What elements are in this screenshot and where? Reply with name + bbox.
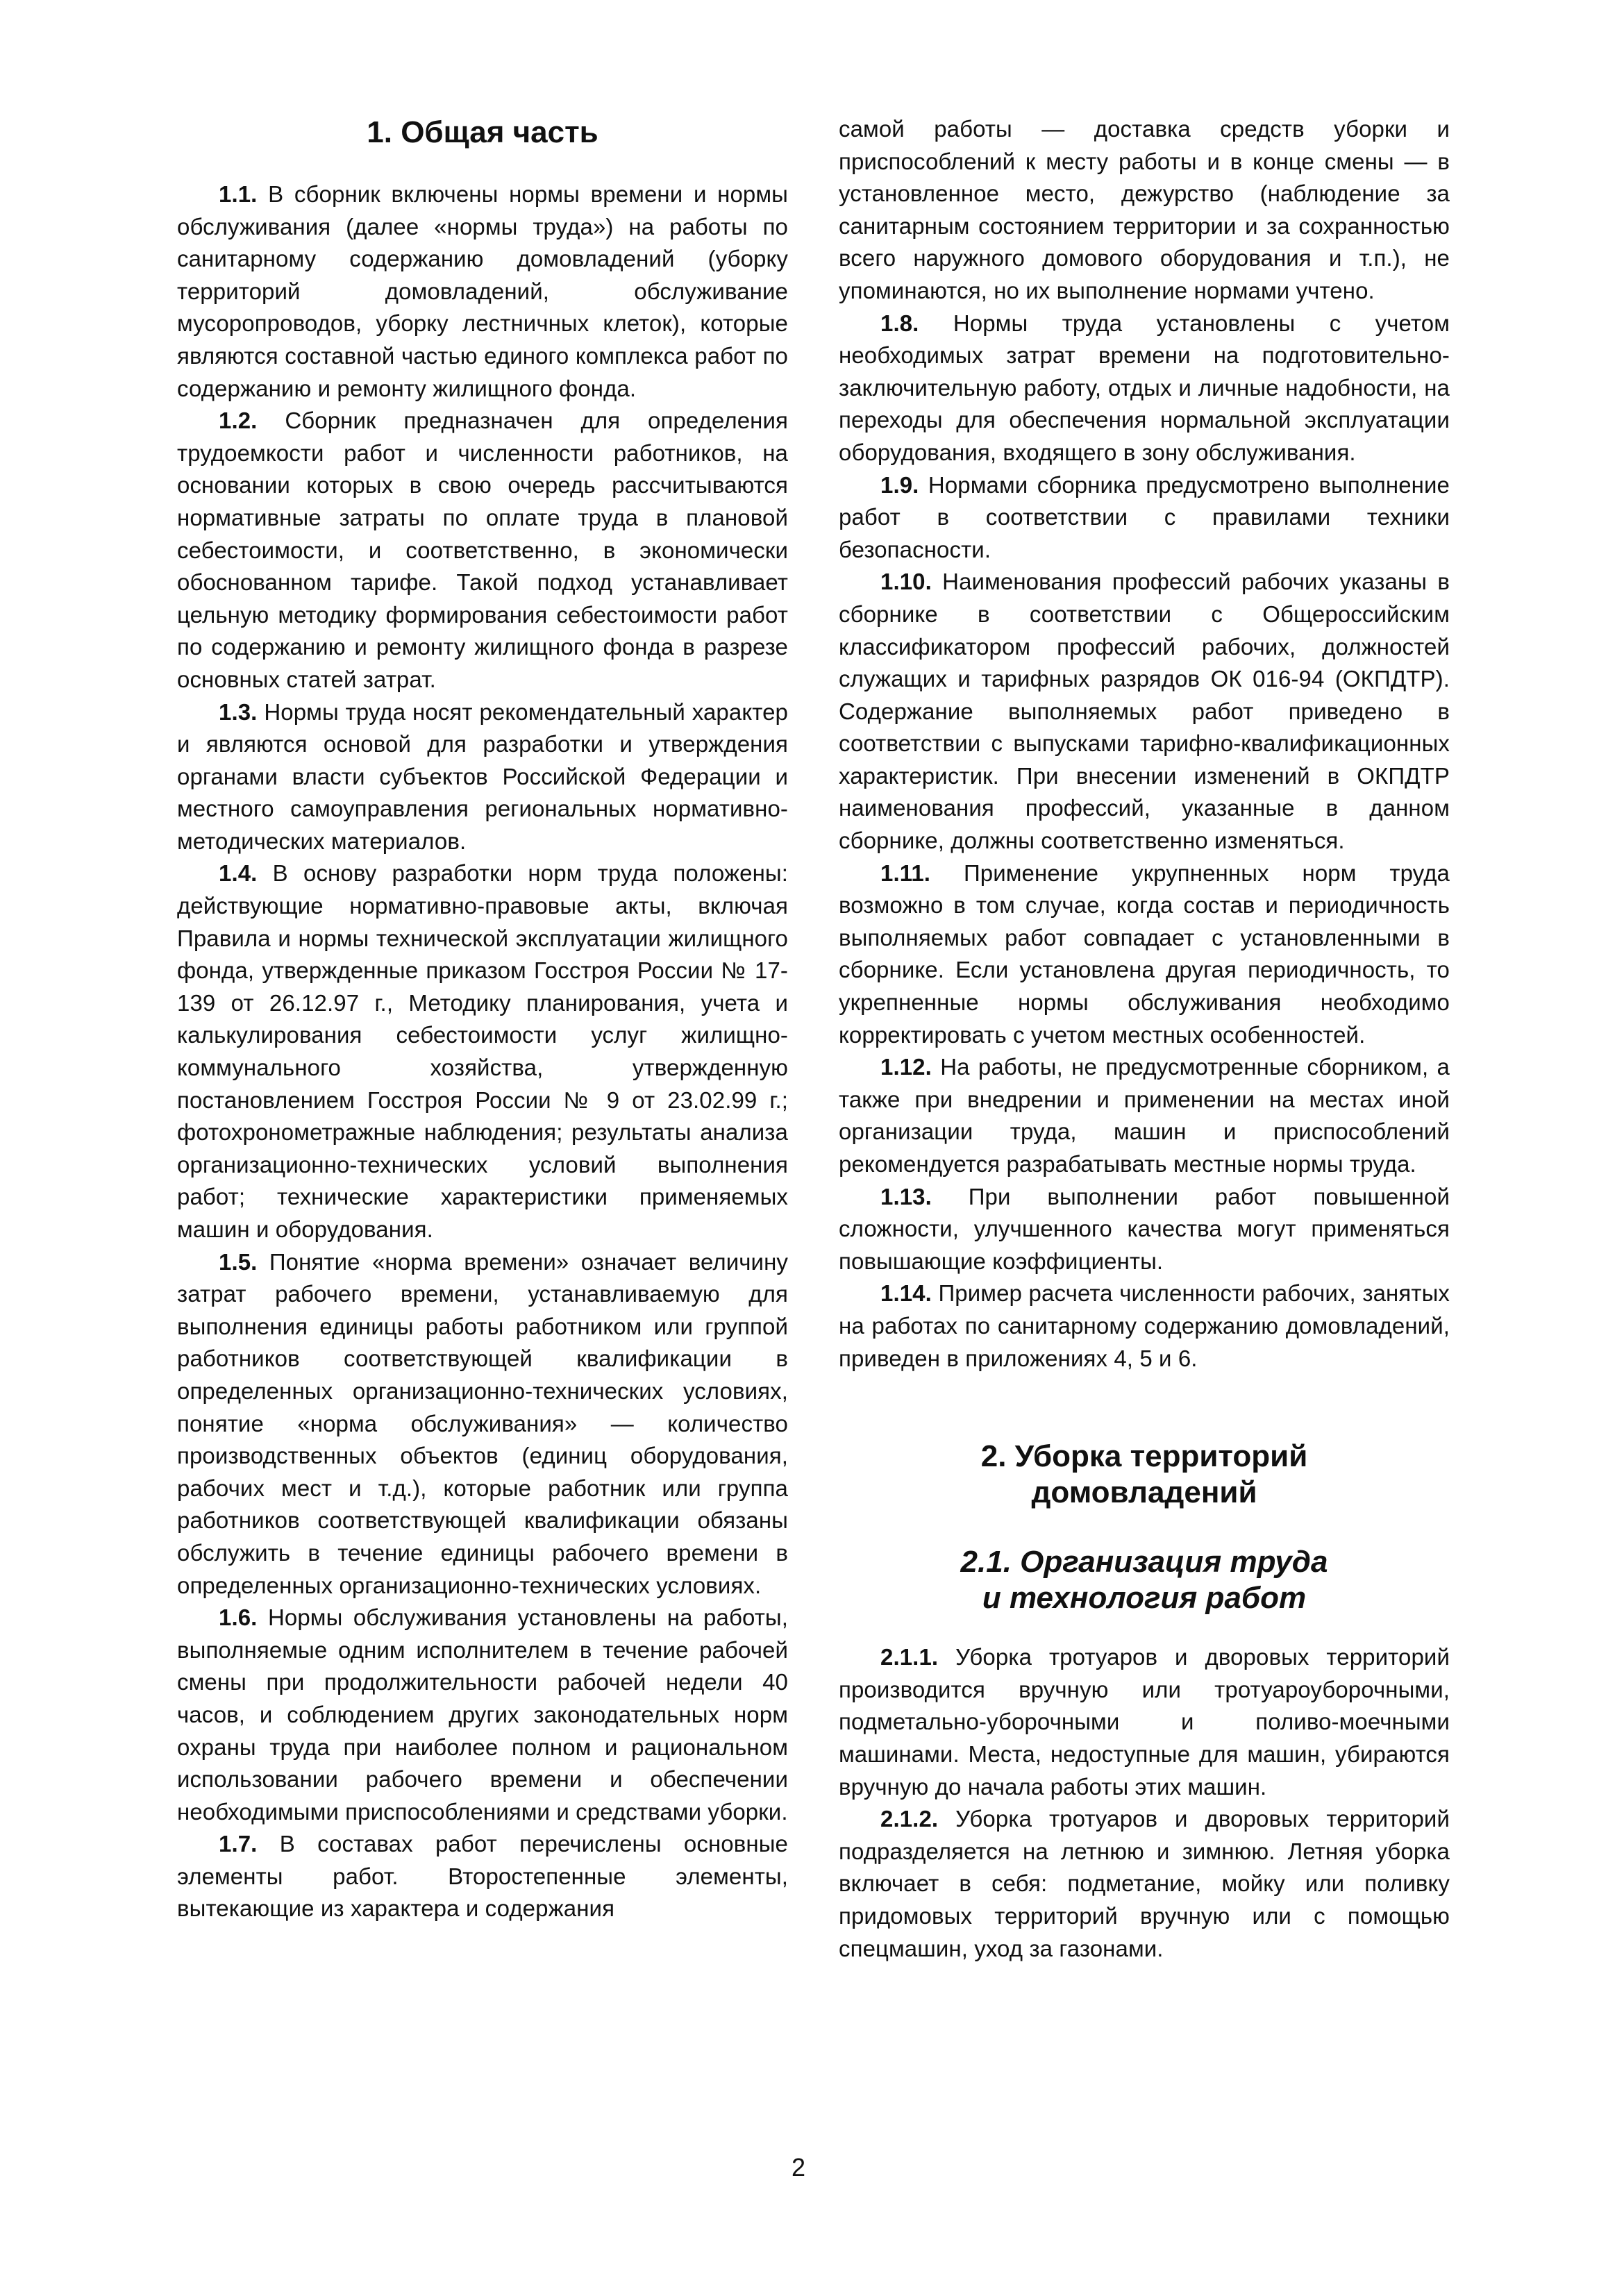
paragraph-number: 1.2.: [219, 408, 258, 434]
paragraph-number: 1.12.: [880, 1054, 932, 1080]
subsection-title-line-2: и технология работ: [982, 1581, 1307, 1616]
paragraph-1-12: [839, 1051, 1450, 1180]
paragraph-1-13: [839, 1181, 1450, 1278]
paragraph-1-10: [839, 566, 1450, 857]
paragraph-number: 1.10.: [880, 569, 932, 595]
paragraph-1-6: [177, 1602, 788, 1828]
section-2-title-line-2: домовладений: [1031, 1475, 1257, 1510]
paragraph-number: 1.9.: [880, 471, 919, 498]
paragraph-1-4: [177, 857, 788, 1246]
paragraph-2-1-1: [839, 1641, 1450, 1803]
paragraph-1-5: [177, 1246, 788, 1602]
paragraph-text: В составах работ перечислены основные элементы работ. Второстепенные элементы, вытекающие из характера и содержания: [177, 1831, 788, 1922]
paragraph-number: 1.11.: [880, 860, 931, 886]
paragraph-text: На работы, не предусмотренные сборником, а также при внедрении и применении на местах иной организации труда, машин и приспособлений рекомендуется разрабатывать местные нормы труда.: [839, 1054, 1450, 1177]
paragraph-number: 1.7.: [219, 1831, 258, 1857]
subsection-2-1-title: [839, 1544, 1450, 1616]
section-2-title: [839, 1439, 1450, 1511]
paragraph-1-3: [177, 696, 788, 858]
paragraph-text: Нормы обслуживания установлены на работы, выполняемые одним исполнителем в течение рабочей смены при продолжительности рабочей недели 40 часов, и соблюдением других законодательных норм охраны труда при наиболее полном и рациональном использовании рабочего времени и обеспечении необходимыми приспособлениями и средствами уборки.: [177, 1604, 788, 1825]
paragraph-text: При выполнении работ повышенной сложности, улучшенного качества могут применяться повышающие коэффициенты.: [839, 1183, 1450, 1274]
paragraph-text: Нормы труда установлены с учетом необходимых затрат времени на подготовительно-заключительную работу, отдых и личные надобности, на переходы для обеспечения нормальной эксплуатации оборудования, входящего в зону обслуживания.: [839, 310, 1450, 465]
paragraph-text: Понятие «норма времени» означает величину затрат рабочего времени, устанавливаемую для выполнения единицы работы работником или группой работников соответствующей квалификации в определенных организационно-технических условиях, понятие «норма обслуживания» — количество производственных объектов (единиц оборудования, рабочих мест и т.д.), которые работник или группа работников соответствующей квалификации обязаны обслужить в течение единицы рабочего времени в определенных организационно-технических условиях.: [177, 1248, 788, 1598]
paragraph-number: 1.6.: [219, 1604, 258, 1631]
paragraph-text: В основу разработки норм труда положены: действующие нормативно-правовые акты, включая Правила и нормы технической эксплуатации жилищного фонда, утвержденные приказом Госстроя России № 17-139 от 26.12.97 г., Методику планирования, учета и калькулирования себестоимости услуг жилищно-коммунального хозяйства, утвержденную постановлением Госстроя России № 9 от 23.02.99 г.; фотохронометражные наблюдения; результаты анализа организационно-технических условий выполнения работ; технические характеристики применяемых машин и оборудования.: [177, 860, 788, 1242]
paragraph-2-1-2: [839, 1803, 1450, 1965]
paragraph-1-7-continuation: самой работы — доставка средств уборки и приспособлений к месту работы и в конце смены — в установленное место, дежурство (наблюдение за санитарным состоянием территории и за сохранностью всего наружного домового оборудования и т.п.), не упоминаются, но их выполнение нормами учтено.: [839, 116, 1450, 303]
paragraph-text: Нормы труда носят рекомендательный характер и являются основой для разработки и утверждения органами власти субъектов Российской Федерации и местного самоуправления региональных нормативно-методических материалов.: [177, 698, 788, 854]
section-2-title-line-1: 2. Уборка территорий: [980, 1439, 1308, 1474]
left-column: [177, 115, 788, 1925]
paragraph-1-7: [177, 1828, 788, 1925]
paragraph-text: Уборка тротуаров и дворовых территорий подразделяется на летнюю и зимнюю. Летняя уборка включает в себя: подметание, мойку или поливку придомовых территорий вручную или с помощью спецмашин, уход за газонами.: [839, 1806, 1450, 1961]
paragraph-number: 1.5.: [219, 1248, 258, 1275]
section-1-title: 1. Общая часть: [367, 115, 598, 149]
subsection-title-line-1: 2.1. Организация труда: [960, 1545, 1328, 1579]
paragraph-number: 1.13.: [880, 1183, 932, 1209]
paragraph-1-14: [839, 1277, 1450, 1375]
paragraph-number: 1.4.: [219, 860, 258, 887]
paragraph-1-2: [177, 405, 788, 696]
paragraph-text: Наименования профессий рабочих указаны в сборнике в соответствии с Общероссийским классификатором профессий рабочих, должностей служащих и тарифных разрядов ОК 016-94 (ОКПДТР). Содержание выполняемых работ приведено в соответствии с выпусками тарифно-квалификационных характеристик. При внесении изменений в ОКПДТР наименования профессий, указанные в данном сборнике, должны соответственно изменяться.: [839, 569, 1450, 854]
page-number: 2: [791, 2153, 806, 2181]
paragraph-text: Нормами сборника предусмотрено выполнение работ в соответствии с правилами техники безопасности.: [839, 471, 1450, 562]
paragraph-number: 1.1.: [219, 181, 258, 207]
paragraph-1-1: [177, 178, 788, 405]
paragraph-text: В сборник включены нормы времени и нормы обслуживания (далее «нормы труда») на работы по санитарному содержанию домовладений (уборку территорий домовладений, обслуживание мусоропроводов, уборку лестничных клеток), которые являются составной частью единого комплекса работ по содержанию и ремонту жилищного фонда.: [177, 181, 788, 401]
paragraph-number: 2.1.1.: [880, 1644, 939, 1670]
paragraph-text: Сборник предназначен для определения трудоемкости работ и численности работников, на основании которых в свою очередь рассчитываются нормативные затраты по оплате труда в плановой себестоимости, и соответственно, в экономически обоснованном тарифе. Такой подход устанавливает цельную методику формирования себестоимости работ по содержанию и ремонту жилищного фонда в разрезе основных статей затрат.: [177, 408, 788, 692]
paragraph-text: Пример расчета численности рабочих, занятых на работах по санитарному содержанию домовладений, приведен в приложениях 4, 5 и 6.: [839, 1280, 1450, 1371]
paragraph-1-8: [839, 308, 1450, 469]
paragraph-number: 2.1.2.: [880, 1806, 939, 1832]
paragraph-number: 1.3.: [219, 698, 258, 725]
paragraph-text: Применение укрупненных норм труда возможно в том случае, когда состав и периодичность выполняемых работ совпадает с установленными в сборнике. Если установлена другая периодичность, то укрепненные нормы обслуживания необходимо корректировать с учетом местных особенностей.: [839, 860, 1450, 1048]
paragraph-text: Уборка тротуаров и дворовых территорий производится вручную или тротуароуборочными, подметально-уборочными и поливо-моечными машинами. Места, недоступные для машин, убираются вручную до начала работы этих машин.: [839, 1644, 1450, 1800]
right-column: [839, 113, 1450, 1965]
paragraph-number: 1.8.: [880, 310, 919, 336]
paragraph-1-9: [839, 469, 1450, 567]
paragraph-1-11: [839, 857, 1450, 1052]
paragraph-number: 1.14.: [880, 1280, 932, 1307]
